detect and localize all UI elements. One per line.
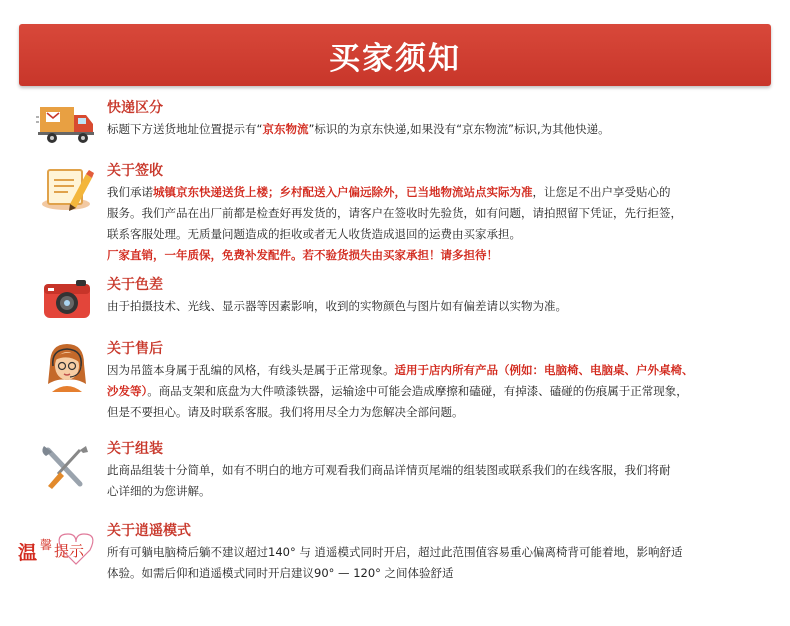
text-run: ”标识的为京东快递,如果没有“京东物流”标识,为其他快递。: [308, 122, 610, 136]
highlight-text: 厂家直销，一年质保，免费补发配件。若不验货损失由买家承担！请多担待！: [107, 248, 498, 262]
section-title: 关于组装: [107, 441, 163, 457]
sign-pencil-icon: [36, 164, 98, 214]
page-title: 买家须知: [329, 40, 461, 77]
text-line: 但是不要担心。请及时联系客服。我们将用尽全力为您解决全部问题。: [107, 405, 464, 419]
text-run: ，让您足不出户享受贴心的: [532, 185, 671, 199]
section-title: 关于逍遥模式: [107, 523, 191, 539]
section-title: 关于签收: [107, 163, 163, 179]
text-run: 标题下方送货地址位置提示有“: [107, 122, 263, 136]
highlight-text: 京东物流: [262, 122, 309, 136]
text-line: 联系客服处理。无质量问题造成的拒收或者无人收货造成退回的运费由买家承担。: [107, 227, 521, 241]
text-line: 服务。我们产品在出厂前都是检查好再发货的，请客户在签收时先验货，如有问题，请拍照留下凭证，先行拒签，: [107, 206, 682, 220]
badge-text: 提示: [54, 542, 85, 560]
highlight-text: 沙发等）: [107, 384, 148, 398]
text-line: [107, 360, 767, 381]
badge-text: 温: [18, 542, 38, 564]
text-run: 我们承诺: [107, 185, 153, 199]
text-line: 所有可躺电脑椅后躺不建议超过140° 与 逍遥模式同时开启，超过此范围值容易重心偏离椅背可能着地，影响舒适: [107, 545, 683, 559]
section-body: [107, 119, 767, 140]
text-line: 由于拍摄技术、光线、显示器等因素影响，收到的实物颜色与图片如有偏差请以实物为准。: [107, 299, 567, 313]
text-run: 因为吊篮本身属于乱编的风格，有线头是属于正常现象。: [107, 363, 395, 377]
text-line: [107, 381, 767, 402]
text-line: [107, 119, 767, 140]
section-body: [107, 182, 767, 266]
highlight-text: 适用于店内所有产品（例如：电脑椅、电脑桌、户外桌椅、: [394, 363, 694, 377]
tools-icon: [36, 442, 98, 492]
customer-service-icon: [36, 340, 98, 396]
delivery-truck-icon: [36, 101, 98, 151]
section-title: 关于售后: [107, 341, 163, 357]
badge-text: 馨: [40, 538, 53, 552]
text-line: [107, 182, 767, 203]
highlight-text: 城镇京东快递送货上楼；乡村配送入户偏远除外，已当地物流站点实际为准: [153, 185, 533, 199]
section-title: 快递区分: [107, 100, 163, 116]
text-line: 此商品组装十分简单，如有不明白的地方可观看我们商品详情页尾端的组装图或联系我们的在线客服，我们将耐: [107, 463, 671, 477]
camera-icon: [36, 276, 98, 326]
section-body: [107, 542, 767, 584]
text-line: 心详细的为您讲解。: [107, 484, 211, 498]
section-body: [107, 360, 767, 423]
section-body: [107, 296, 767, 317]
section-title: 关于色差: [107, 277, 163, 293]
text-line: 体验。如需后仰和逍遥模式同时开启建议90° — 120° 之间体验舒适: [107, 566, 454, 580]
header-banner: [19, 24, 771, 86]
section-body: [107, 460, 767, 502]
warm-tips-icon: [18, 528, 102, 572]
text-run: 。商品支架和底盘为大件喷漆铁器，运输途中可能会造成摩擦和磕碰，有掉漆、磕碰的伤痕属于正常现象，: [147, 384, 688, 398]
